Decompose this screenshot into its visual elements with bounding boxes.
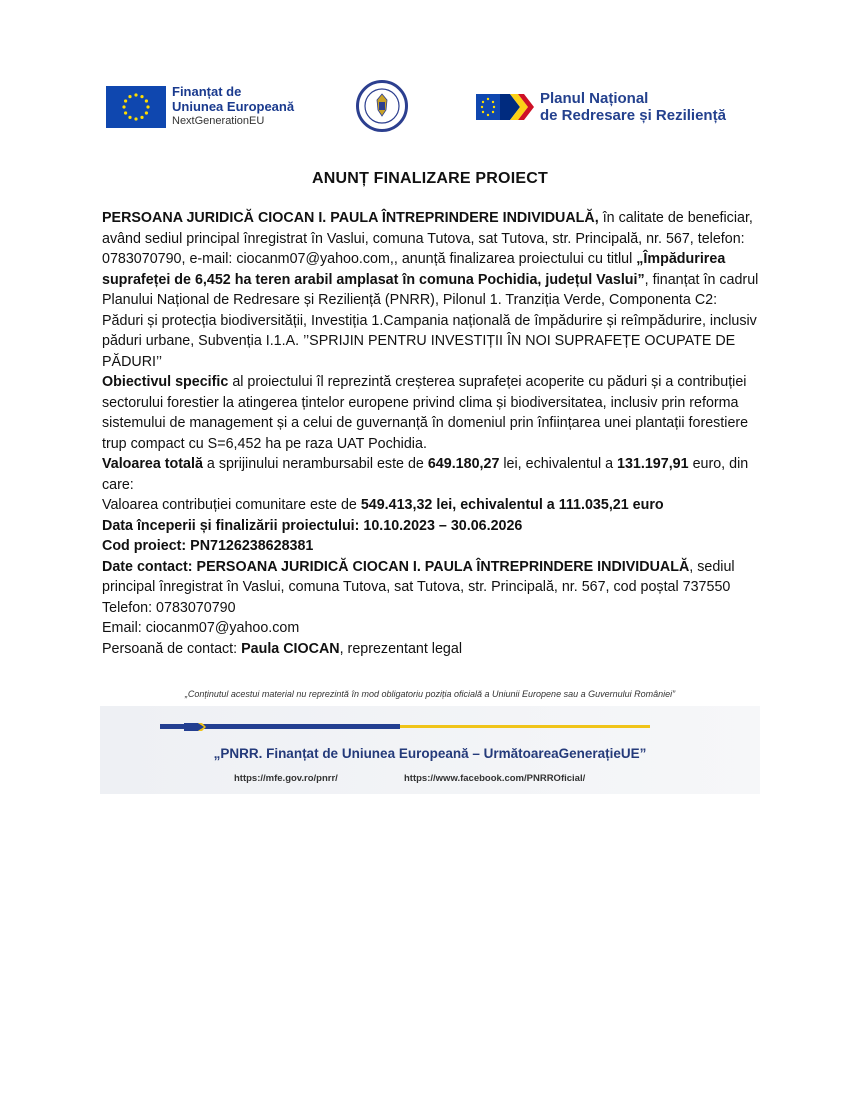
contact-person-role: , reprezentant legal: [339, 640, 463, 657]
value-label: Valoarea totală: [102, 456, 203, 472]
value-paragraph: [102, 454, 762, 495]
beneficiary-name: PERSOANA JURIDICĂ CIOCAN I. PAULA ÎNTREPRINDERE INDIVIDUALĂ,: [102, 210, 599, 226]
eu-logo-line2: Uniunea Europeană: [172, 99, 295, 114]
footer-slogan: „PNRR. Finanțat de Uniunea Europeană – UrmătoareaGenerațieUE”: [213, 746, 647, 761]
banner-arrow-icon: [184, 720, 206, 732]
contact-person-label: Persoană de contact:: [102, 640, 242, 657]
footer-disclaimer: „Conținutul acestui material nu reprezintă în mod obligatoriu poziția oficială a Uniunii Europene sau a Guvernului României”: [184, 689, 676, 699]
contact-person-name: Paula CIOCAN: [241, 640, 340, 657]
footer-banner: [100, 706, 760, 794]
intro-text: în calitate de beneficiar, având sediul principal înregistrat în Vaslui, comuna Tutova, sat Tutova, str. Principală, nr. 567, telefon: 0783070790, e-mail: ciocanm07@yahoo.com,, anunță finalizarea proiectului cu titlul: [102, 210, 753, 267]
romanian-government-seal-icon: [356, 80, 408, 132]
objective-label: Obiectivul specific: [102, 374, 229, 390]
announcement-body: [102, 208, 762, 659]
project-dates-text: Data începerii și finalizării proiectului: 10.10.2023 – 30.06.2026: [102, 517, 523, 534]
contact-address: , sediul principal înregistrat în Vaslui, comuna Tutova, sat Tutova, str. Principală, nr. 567, cod poștal 737550: [102, 558, 735, 595]
page-title: ANUNȚ FINALIZARE PROIECT: [312, 170, 548, 187]
eu-logo-line1: Finanțat de: [172, 84, 242, 99]
eu-logo-line3: NextGenerationEU: [172, 115, 265, 127]
contact-phone: Telefon: 0783070790: [102, 599, 236, 616]
eu-flag-icon: [106, 86, 166, 128]
project-title: „Împădurirea suprafeței de 6,452 ha teren arabil amplasat în comuna Pochidia, județul Vaslui”: [102, 251, 726, 288]
intro-paragraph: [102, 208, 762, 372]
project-code-text: Cod proiect: PN7126238628381: [102, 538, 314, 554]
contribution-paragraph: [102, 495, 762, 516]
banner-yellow-band: [400, 725, 650, 728]
value-text-1: a sprijinului nerambursabil este de: [202, 456, 428, 472]
header: [0, 70, 860, 150]
pnrr-logo-line1: Planul Național: [540, 90, 649, 107]
facebook-link[interactable]: https://www.facebook.com/PNRROficial/: [404, 773, 586, 784]
contact-email: Email: ciocanm07@yahoo.com: [102, 620, 300, 636]
objective-paragraph: [102, 372, 762, 454]
contact-person: [102, 639, 762, 660]
value-amount-eur: 131.197,91: [617, 456, 689, 472]
project-code: [102, 536, 762, 557]
project-dates: [102, 516, 762, 537]
pnrr-flag-arrow-icon: [476, 90, 536, 124]
value-text-2: lei, echivalentul a: [499, 456, 618, 472]
value-amount-lei: 649.180,27: [427, 456, 500, 472]
contribution-amount: 549.413,32 lei, echivalentul a 111.035,21 euro: [360, 497, 664, 513]
value-text-3: euro, din care:: [102, 456, 749, 493]
pnrr-logo: [476, 90, 726, 124]
contact-label: Date contact: PERSOANA JURIDICĂ CIOCAN I. PAULA ÎNTREPRINDERE INDIVIDUALĂ: [102, 558, 690, 575]
contribution-text: Valoarea contribuției comunitare este de: [102, 497, 361, 513]
pnrr-logo-line2: de Redresare și Reziliență: [540, 107, 726, 124]
contact-paragraph: [102, 557, 762, 598]
funding-text: , finanțat în cadrul Planului Național de Redresare și Reziliență (PNRR), Pilonul 1. Tranziția Verde, Componenta C2: Păduri și protecția biodiversității, Investiția 1.Campania națională de împădurire și reîmpădurire, inclusiv păduri urbane, Subvenția I.1.A. ’’SPRIJIN PENTRU INVESTIȚII ÎN NOI SUPRAFEȚE OCUPATE DE PĂDURI’’: [102, 271, 759, 370]
mfe-link[interactable]: https://mfe.gov.ro/pnrr/: [234, 773, 338, 784]
eu-funding-logo: [106, 84, 294, 129]
objective-text: al proiectului îl reprezintă creșterea suprafeței acoperite cu păduri și a contribuției sectorului forestier la atingerea țintelor europene privind clima și biodiversitatea, inclusiv prin reforma sistemului de management și a celui de guvernanță în domeniul prin înființarea unei plantații forestiere trup compact cu S=6,452 ha pe raza UAT Pochidia.: [102, 374, 749, 452]
